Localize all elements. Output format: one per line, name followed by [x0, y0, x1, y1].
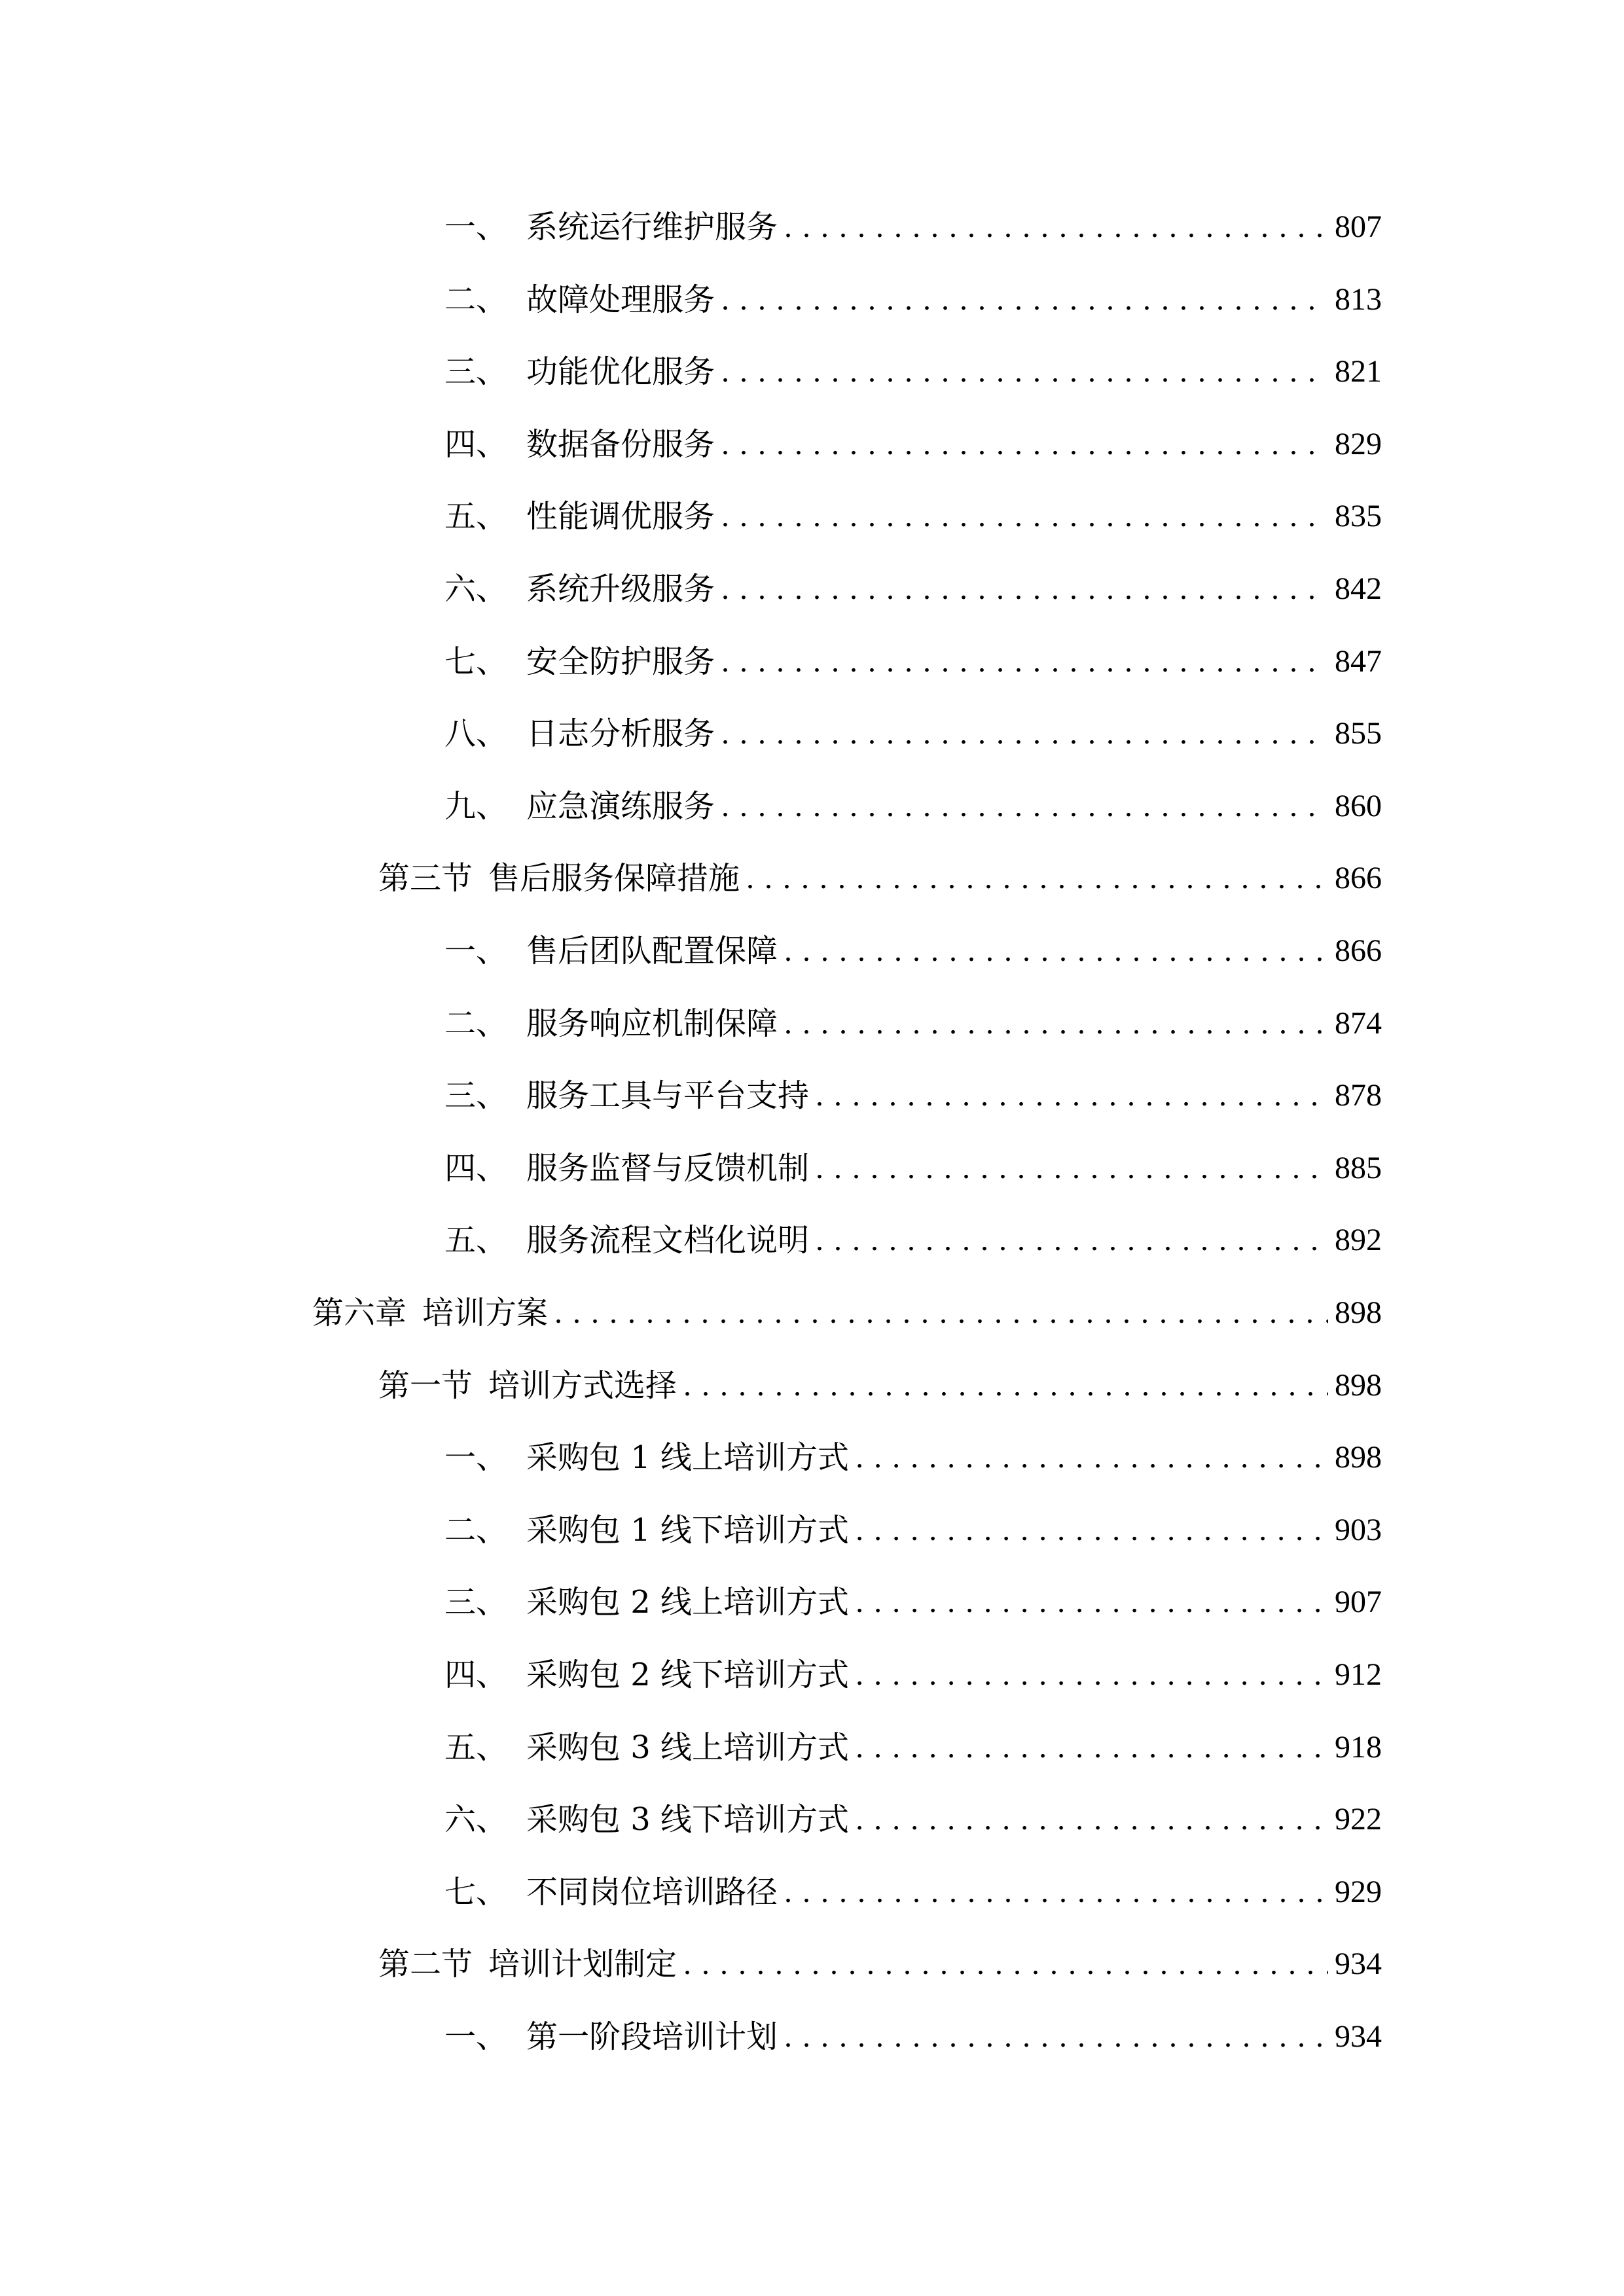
toc-entry-number: 八、	[444, 715, 508, 753]
toc-entry-title: 安全防护服务	[526, 643, 715, 680]
dot-leader	[856, 1507, 1328, 1553]
toc-entry-page: 934	[1335, 2019, 1382, 2054]
dot-leader	[721, 277, 1328, 323]
toc-entry-title: 售后服务保障措施	[488, 860, 740, 897]
toc-entry-title: 采购包 3 线下培训方式	[526, 1801, 850, 1839]
toc-entry-page: 912	[1335, 1657, 1382, 1692]
toc-entry-title: 采购包 3 线上培训方式	[526, 1729, 850, 1766]
toc-entry-page: 934	[1335, 1946, 1382, 1982]
toc-entry-title: 性能调优服务	[526, 498, 715, 535]
toc-entry-page: 878	[1335, 1078, 1382, 1113]
toc-entry[interactable]	[312, 1290, 1382, 1336]
toc-entry-number: 第六章	[312, 1295, 407, 1331]
toc-entry-title: 不同岗位培训路径	[526, 1873, 778, 1910]
toc-entry[interactable]	[444, 493, 1382, 539]
toc-entry-page: 866	[1335, 933, 1382, 968]
dot-leader	[784, 204, 1328, 250]
toc-entry[interactable]	[444, 349, 1382, 395]
toc-entry-number: 一、	[444, 2018, 508, 2055]
toc-entry-number: 五、	[444, 1729, 508, 1766]
toc-entry-title: 第一阶段培训计划	[526, 2018, 778, 2055]
dot-leader	[816, 1217, 1328, 1263]
toc-entry-title: 日志分析服务	[526, 715, 715, 753]
toc-entry-title: 系统运行维护服务	[526, 209, 778, 245]
toc-entry[interactable]	[444, 1217, 1382, 1263]
dot-leader	[721, 349, 1328, 395]
toc-entry[interactable]	[378, 1363, 1382, 1408]
toc-entry-number: 二、	[444, 1005, 508, 1042]
toc-entry-page: 847	[1335, 643, 1382, 679]
toc-entry-page: 898	[1335, 1295, 1382, 1330]
toc-entry-page: 907	[1335, 1585, 1382, 1620]
toc-entry-page: 866	[1335, 861, 1382, 896]
toc-entry-number: 三、	[444, 1584, 508, 1621]
dot-leader	[856, 1652, 1328, 1698]
toc-entry-number: 第一节	[378, 1367, 473, 1404]
dot-leader	[721, 639, 1328, 685]
toc-entry-page: 835	[1335, 499, 1382, 534]
toc-entry-number: 三、	[444, 1077, 508, 1115]
toc-entry-number: 四、	[444, 1657, 508, 1693]
toc-entry-title: 采购包 1 线下培训方式	[526, 1511, 850, 1549]
toc-entry-page: 918	[1335, 1729, 1382, 1765]
toc-entry-page: 903	[1335, 1512, 1382, 1547]
toc-entry[interactable]	[444, 566, 1382, 612]
toc-entry[interactable]	[444, 783, 1382, 829]
toc-entry-title: 采购包 1 线上培训方式	[526, 1439, 850, 1477]
toc-entry[interactable]	[444, 1435, 1382, 1480]
dot-leader	[721, 783, 1328, 829]
toc-entry-title: 采购包 2 线下培训方式	[526, 1657, 850, 1693]
toc-entry[interactable]	[444, 1869, 1382, 1915]
toc-entry-page: 813	[1335, 281, 1382, 317]
toc-entry-number: 七、	[444, 1873, 508, 1910]
toc-entry[interactable]	[444, 277, 1382, 323]
dot-leader	[721, 422, 1328, 467]
toc-entry-page: 922	[1335, 1802, 1382, 1837]
toc-entry-title: 培训方案	[422, 1295, 549, 1331]
toc-entry-number: 一、	[444, 209, 508, 245]
toc-entry-title: 培训方式选择	[488, 1367, 677, 1404]
dot-leader	[784, 1001, 1328, 1047]
toc-entry[interactable]	[444, 711, 1382, 757]
toc-entry-page: 898	[1335, 1367, 1382, 1403]
toc-entry-number: 六、	[444, 1801, 508, 1839]
toc-entry-number: 四、	[444, 425, 508, 463]
toc-entry-number: 七、	[444, 643, 508, 680]
dot-leader	[683, 1941, 1328, 1987]
dot-leader	[746, 855, 1328, 901]
dot-leader	[683, 1363, 1328, 1408]
toc-entry[interactable]	[444, 2014, 1382, 2060]
toc-entry-title: 培训计划制定	[488, 1946, 677, 1983]
toc-entry-page: 929	[1335, 1874, 1382, 1909]
toc-entry-page: 892	[1335, 1223, 1382, 1258]
toc-entry-page: 842	[1335, 571, 1382, 606]
dot-leader	[721, 493, 1328, 539]
dot-leader	[784, 928, 1328, 974]
toc-entry[interactable]	[444, 1001, 1382, 1047]
toc-entry-page: 898	[1335, 1440, 1382, 1475]
toc-entry[interactable]	[444, 1579, 1382, 1625]
toc-entry[interactable]	[444, 1725, 1382, 1770]
toc-entry-page: 821	[1335, 354, 1382, 389]
toc-entry-number: 第三节	[378, 860, 473, 897]
toc-entry-page: 885	[1335, 1150, 1382, 1185]
toc-entry-number: 六、	[444, 571, 508, 607]
dot-leader	[784, 1869, 1328, 1915]
toc-entry-page: 855	[1335, 716, 1382, 751]
dot-leader	[721, 711, 1328, 757]
toc-entry[interactable]	[444, 639, 1382, 685]
toc-entry-number: 五、	[444, 1222, 508, 1259]
toc-entry-page: 860	[1335, 788, 1382, 823]
toc-entry[interactable]	[444, 204, 1382, 250]
toc-entry[interactable]	[444, 1797, 1382, 1842]
toc-entry-title: 服务工具与平台支持	[526, 1077, 810, 1115]
toc-entry-title: 数据备份服务	[526, 425, 715, 463]
toc-entry-number: 一、	[444, 933, 508, 969]
toc-entry-title: 功能优化服务	[526, 353, 715, 391]
toc-entry-title: 服务监督与反馈机制	[526, 1149, 810, 1187]
toc-entry-title: 采购包 2 线上培训方式	[526, 1584, 850, 1621]
dot-leader	[816, 1145, 1328, 1191]
toc-entry-title: 故障处理服务	[526, 281, 715, 318]
toc-entry-number: 一、	[444, 1439, 508, 1477]
toc-entry[interactable]	[444, 1652, 1382, 1698]
toc-entry[interactable]	[378, 855, 1382, 901]
toc-entry-number: 二、	[444, 1511, 508, 1549]
toc-entry-number: 第二节	[378, 1946, 473, 1983]
toc-entry-page: 807	[1335, 209, 1382, 244]
toc-entry[interactable]	[444, 1073, 1382, 1119]
toc-entry[interactable]	[444, 1507, 1382, 1553]
toc-entry-title: 应急演练服务	[526, 787, 715, 825]
dot-leader	[856, 1579, 1328, 1625]
dot-leader	[856, 1797, 1328, 1842]
toc-entry-number: 四、	[444, 1149, 508, 1187]
toc-entry-title: 售后团队配置保障	[526, 933, 778, 969]
toc-entry[interactable]	[444, 1145, 1382, 1191]
toc-entry-title: 服务响应机制保障	[526, 1005, 778, 1042]
toc-entry-number: 五、	[444, 498, 508, 535]
toc-entry[interactable]	[444, 928, 1382, 974]
dot-leader	[721, 566, 1328, 612]
toc-entry[interactable]	[444, 422, 1382, 467]
dot-leader	[856, 1725, 1328, 1770]
toc-entry-number: 三、	[444, 353, 508, 391]
toc-entry[interactable]	[378, 1941, 1382, 1987]
toc-entry-number: 二、	[444, 281, 508, 318]
toc-entry-title: 服务流程文档化说明	[526, 1222, 810, 1259]
dot-leader	[784, 2014, 1328, 2060]
toc-entry-number: 九、	[444, 787, 508, 825]
toc-entry-page: 874	[1335, 1005, 1382, 1041]
dot-leader	[554, 1290, 1328, 1336]
dot-leader	[816, 1073, 1328, 1119]
toc-entry-title: 系统升级服务	[526, 571, 715, 607]
toc-entry-page: 829	[1335, 426, 1382, 461]
dot-leader	[856, 1435, 1328, 1480]
